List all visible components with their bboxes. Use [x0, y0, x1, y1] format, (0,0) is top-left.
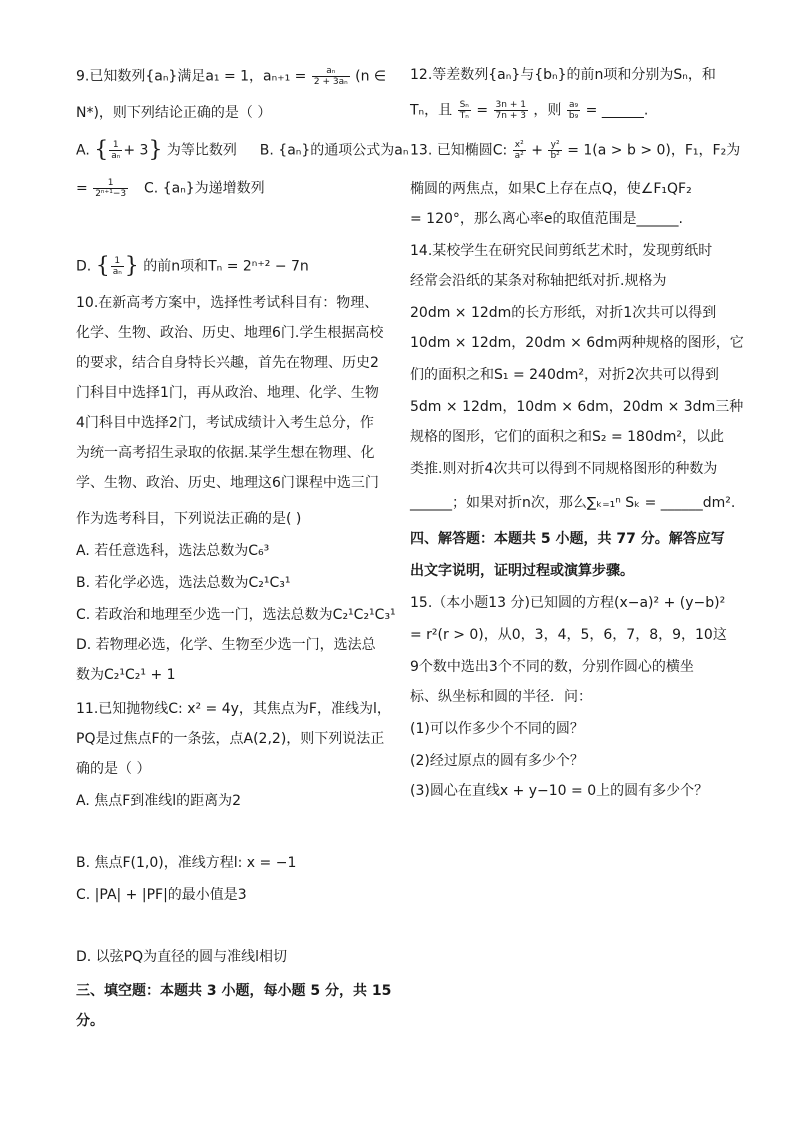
- q15-line: = r²(r > 0)，从0，3，4，5，6，7，8，9，10这: [410, 627, 727, 643]
- q9-a-mid: + 3: [123, 142, 149, 159]
- q9-frac-den: 2 + 3aₙ: [313, 77, 348, 87]
- q13-fy-den: b²: [550, 151, 560, 161]
- q14-line: 5dm × 12dm，10dm × 6dm，20dm × 3dm三种: [410, 399, 744, 415]
- q9-a-label: A.: [76, 142, 90, 159]
- q11-option-d: D. 以弦PQ为直径的圆与准线l相切: [76, 949, 288, 965]
- q9-b-frac-num: 1: [93, 178, 128, 189]
- q15-sub-1: (1)可以作多少个不同的圆？: [410, 721, 584, 737]
- q12-f1-den: Tₙ: [459, 111, 469, 121]
- q12-line-2: [410, 100, 648, 121]
- q10-option-a: A. 若任意选科，选法总数为C₆³: [76, 543, 270, 559]
- q13-plus: +: [531, 142, 543, 159]
- q14-line: 经常会沿纸的某条对称轴把纸对折.规格为: [410, 273, 667, 289]
- q9-a-fraction: [109, 140, 122, 161]
- q14-line: 20dm × 12dm的长方形纸，对折1次共可以得到: [410, 305, 717, 321]
- q9-fraction: [312, 66, 350, 87]
- q9-b-eq: =: [76, 180, 88, 197]
- q13-fx-num: x²: [513, 140, 526, 151]
- q12-frac-1: [458, 100, 471, 121]
- q9-option-d: [76, 253, 309, 279]
- q13-line-3: = 120°，那么离心率e的取值范围是______.: [410, 211, 683, 227]
- q13-tail: = 1(a > b > 0)，F₁，F₂为: [567, 142, 741, 159]
- q15-line: 15.（本小题13 分)已知圆的方程(x−a)² + (y−b)²: [410, 595, 726, 611]
- q12-f1-num: Sₙ: [459, 100, 469, 110]
- q12-line-1: 12.等差数列{aₙ}与{bₙ}的前n项和分别为Sₙ，和: [410, 67, 716, 83]
- q10-option-c: C. 若政治和地理至少选一门，选法总数为C₂¹C₂¹C₃¹: [76, 607, 396, 623]
- q9-stem-tail: (n ∈: [355, 68, 387, 85]
- q13-frac-x: [513, 140, 526, 161]
- q10-line: 作为选考科目，下列说法正确的是( ): [76, 511, 302, 527]
- q10-option-d: D. 若物理必选，化学、生物至少选一门，选法总: [76, 637, 376, 653]
- q9-a-frac-den: aₙ: [111, 151, 121, 161]
- q9-d-text: 的前n项和Tₙ = 2ⁿ⁺² − 7n: [143, 258, 309, 275]
- q15-sub-2: (2)经过原点的圆有多少个？: [410, 753, 584, 769]
- q12-frac-2: [494, 100, 528, 121]
- q9-option-a: [76, 137, 409, 163]
- q12-f3-num: a₉: [567, 100, 580, 111]
- section-3-heading: 三、填空题：本题共 3 小题，每小题 5 分，共 15: [76, 983, 392, 999]
- q12-frac-3: [567, 100, 580, 121]
- q9-line-1: [76, 66, 386, 87]
- q13-fx-den: a²: [514, 151, 524, 161]
- q12-f2-num: 3n + 1: [495, 100, 526, 110]
- q9-d-fraction: [111, 256, 124, 277]
- q14-line: 14.某校学生在研究民间剪纸艺术时，发现剪纸时: [410, 243, 713, 259]
- q15-line: 9个数中选出3个不同的数，分别作圆心的横坐: [410, 659, 694, 675]
- q14-line: 规格的图形，它们的面积之和S₂ = 180dm²，以此: [410, 429, 724, 445]
- q14-line: 类推.则对折4次共可以得到不同规格图形的种数为: [410, 461, 718, 477]
- q13-fy-num: y²: [548, 140, 561, 151]
- q15-line: 标、纵坐标和圆的半径．问：: [410, 689, 592, 705]
- q12-f2-den: 7n + 3: [495, 111, 526, 121]
- q9-stem: 9.已知数列{aₙ}满足a₁ = 1，aₙ₊₁ =: [76, 68, 307, 85]
- q15-sub-3: (3)圆心在直线x + y−10 = 0上的圆有多少个？: [410, 783, 709, 799]
- q11-line: 11.已知抛物线C: x² = 4y，其焦点为F，准线为l，: [76, 701, 391, 717]
- q9-line-2: N*)，则下列结论正确的是（ ）: [76, 105, 272, 121]
- q9-d-frac-num: 1: [111, 256, 124, 267]
- q10-option-b: B. 若化学必选，选法总数为C₂¹C₃¹: [76, 575, 291, 591]
- section-4-heading-cont: 出文字说明，证明过程或演算步骤。: [410, 563, 634, 579]
- q9-b-frac-den: 2ⁿ⁺¹−3: [95, 189, 127, 199]
- q9-a-frac-num: 1: [109, 140, 122, 151]
- q10-line: 的要求，结合自身特长兴趣，首先在物理、历史2: [76, 355, 379, 371]
- q12-f3-den: b₉: [568, 111, 579, 121]
- q10-line: 学、生物、政治、历史、地理这6门课程中选三门: [76, 475, 379, 491]
- brace-open-icon: {: [95, 253, 110, 279]
- q11-option-a: A. 焦点F到准线l的距离为2: [76, 793, 242, 809]
- brace-open-icon: {: [94, 137, 109, 163]
- q14-line: 10dm × 12dm，20dm × 6dm两种规格的图形，它: [410, 335, 744, 351]
- q10-line: 为统一高考招生录取的依据.某学生想在物理、化: [76, 445, 375, 461]
- q10-line: 门科目中选择1门，再从政治、地理、化学、生物: [76, 385, 379, 401]
- q10-option-d-cont: 数为C₂¹C₂¹ + 1: [76, 667, 176, 683]
- q10-line: 10.在新高考方案中，选择性考试科目有：物理、: [76, 295, 379, 311]
- brace-close-icon: }: [124, 253, 139, 279]
- q13-line-2: 椭圆的两焦点，如果C上存在点Q，使∠F₁QF₂: [410, 181, 692, 197]
- q10-line: 4门科目中选择2门，考试成绩计入考生总分，作: [76, 415, 374, 431]
- q9-frac-num: aₙ: [312, 66, 350, 77]
- q13-line-1: [410, 140, 740, 161]
- section-3-heading-cont: 分。: [76, 1013, 104, 1029]
- q9-option-b-c: [76, 178, 265, 199]
- brace-close-icon: }: [148, 137, 163, 163]
- q9-d-frac-den: aₙ: [112, 267, 122, 277]
- q11-line: 确的是（ ）: [76, 761, 151, 777]
- q11-line: PQ是过焦点F的一条弦，点A(2,2)，则下列说法正: [76, 731, 385, 747]
- q9-b-fraction: [93, 178, 128, 199]
- q14-line: 们的面积之和S₁ = 240dm²，对折2次共可以得到: [410, 367, 719, 383]
- q9-option-b: B. {aₙ}的通项公式为aₙ: [259, 142, 409, 159]
- q9-d-label: D.: [76, 258, 92, 275]
- q13-pre: 13. 已知椭圆C:: [410, 142, 508, 159]
- q12-eq: =: [476, 102, 489, 119]
- q11-option-c: C. |PA| + |PF|的最小值是3: [76, 887, 247, 903]
- q9-a-text: 为等比数列: [166, 142, 237, 159]
- q14-line: ______；如果对折n次，那么∑ₖ₌₁ⁿ Sₖ = ______dm².: [410, 495, 736, 511]
- q12-then: ，则: [533, 102, 562, 119]
- q12-pre: Tₙ，且: [410, 102, 453, 119]
- q10-line: 化学、生物、政治、历史、地理6门.学生根据高校: [76, 325, 384, 341]
- q13-frac-y: [548, 140, 561, 161]
- q9-option-c: C. {aₙ}为递增数列: [144, 180, 265, 197]
- q12-end: = ______.: [585, 102, 649, 119]
- q11-option-b: B. 焦点F(1,0)，准线方程l: x = −1: [76, 855, 297, 871]
- section-4-heading: 四、解答题：本题共 5 小题，共 77 分。解答应写: [410, 531, 725, 547]
